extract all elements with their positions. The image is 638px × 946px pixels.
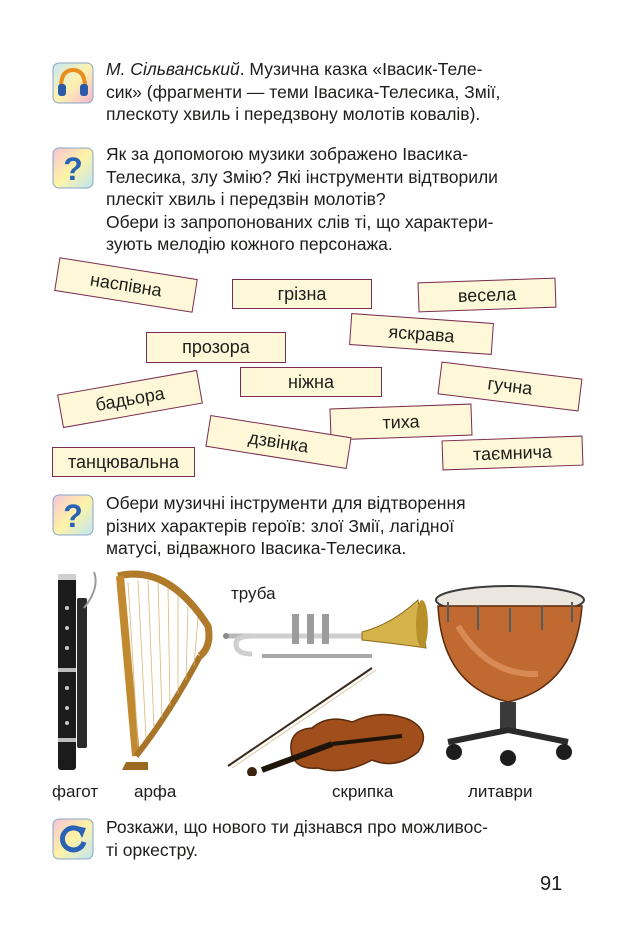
word-card-naspivna: наспівна <box>54 257 198 312</box>
word-card-badiora: бадьора <box>57 370 203 428</box>
instrument-label-trumpet: труба <box>231 584 276 603</box>
svg-text:?: ? <box>63 498 83 534</box>
word-card-taiemnycha: таємнича <box>442 436 584 471</box>
question-icon <box>52 494 94 536</box>
timpani-image <box>428 566 590 774</box>
word-card-tantsiuvalna: танцювальна <box>52 447 195 477</box>
violin-image <box>222 660 442 776</box>
instrument-label-violin: скрипка <box>332 782 394 801</box>
word-card-hrizna: грізна <box>232 279 372 309</box>
question-icon <box>52 147 94 189</box>
headphones-icon <box>52 62 94 104</box>
svg-text:?: ? <box>63 151 83 187</box>
trumpet-image <box>222 574 430 670</box>
page-number: 91 <box>540 873 563 895</box>
word-card-tykha: тиха <box>329 404 472 441</box>
author-name: М. Сільванський <box>106 59 240 79</box>
section-1-text: М. Сільванський. Музична казка «Івасик-Теле- сик» (фрагменти — теми Івасика-Телесика, Змії, плескоту хвиль і передзвону молотів ковалів). <box>106 59 501 124</box>
word-card-dzvinka: дзвінка <box>205 415 351 469</box>
word-card-huchna: гучна <box>438 361 583 411</box>
instrument-label-harp: арфа <box>134 782 177 801</box>
harp-image <box>108 566 218 774</box>
word-card-nizhna: ніжна <box>240 367 382 397</box>
word-card-vesela: весела <box>418 278 557 313</box>
refresh-icon <box>52 818 94 860</box>
word-card-prozora: прозора <box>146 332 286 363</box>
instrument-label-timpani: литаври <box>468 782 533 801</box>
section-4-text: Розкажи, що нового ти дізнався про можливос- ті оркестру. <box>106 817 488 860</box>
instrument-label-bassoon: фагот <box>52 782 99 801</box>
section-2-text: Як за допомогою музики зображено Івасика- Телесика, злу Змію? Які інструменти відтворили плескіт хвиль і передзвін молотів? Обери із запропонованих слів ті, що характери- зують мелодію кожного персонажа. <box>106 144 498 254</box>
section-3-text: Обери музичні інструменти для відтворення різних характерів героїв: злої Змії, лагідної матусі, відважного Івасика-Телесика. <box>106 493 466 558</box>
bassoon-image <box>44 568 108 772</box>
word-card-yaskrava: яскрава <box>349 313 494 355</box>
